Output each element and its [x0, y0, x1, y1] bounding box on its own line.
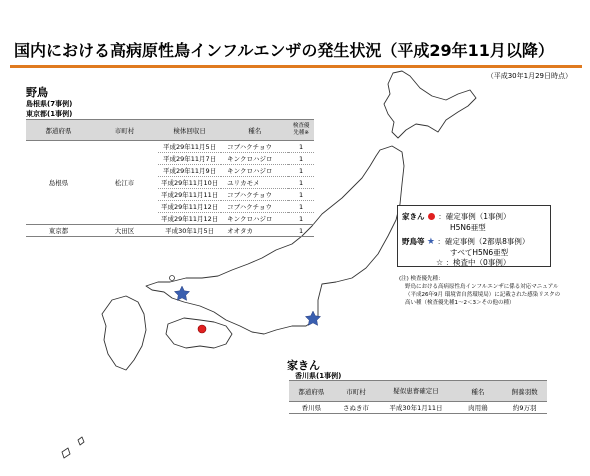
- table-header: 都道府県: [289, 381, 334, 402]
- table-header: 市町村: [91, 120, 158, 141]
- poultry-table: [289, 380, 547, 414]
- wild-birds-sub-tokyo: 東京都(1事例): [26, 110, 73, 118]
- wild-birds-sub-shimane: 島根県(7事例): [26, 100, 73, 108]
- legend-wild-text: ：確定事例（2都県8事例）: [437, 237, 530, 246]
- as-of-date: （平成30年1月29日時点）: [486, 72, 572, 80]
- table-header: 種名: [454, 381, 503, 402]
- poultry-sub-kagawa: 香川県(1事例): [295, 372, 342, 380]
- red-dot-icon: [428, 213, 435, 220]
- table-header: 検体回収日: [158, 120, 221, 141]
- poultry-heading: 家きん: [287, 359, 320, 372]
- table-row: 平成29年11月11日 コブハクチョウ 1: [26, 189, 314, 201]
- table-row: 島根県 松江市 平成29年11月10日 ユリカモメ 1: [26, 177, 314, 189]
- table-row: 平成29年11月12日 コブハクチョウ 1: [26, 201, 314, 213]
- blue-star-icon: ★: [426, 237, 435, 247]
- table-row: 香川県 さぬき市 平成30年1月11日 肉用鶏 約9万羽: [289, 402, 547, 414]
- priority-species-note: (注) 検査優先種： 野鳥における高病原性鳥インフルエンザに係る対応マニュアル （平成26年9月 環境省自然環境局）に記載された感染リスクの 高い種（検査優先種1～2＜3＞その他の種）: [399, 276, 561, 306]
- table-header: 検査優先種※: [288, 120, 314, 141]
- legend-pending-text: ：検査中（0事例）: [445, 258, 511, 267]
- table-header: 飼養羽数: [502, 381, 547, 402]
- legend-poultry-label: 家きん: [402, 212, 425, 221]
- legend-poultry-subtype: H5N6亜型: [450, 223, 486, 232]
- table-row: 平成29年11月5日 コブハクチョウ 1: [26, 141, 314, 153]
- map-legend: [397, 205, 551, 267]
- table-row: 平成29年11月12日 キンクロハジロ 1: [26, 213, 314, 225]
- legend-wild-subtype: すべてH5N6亜型: [450, 248, 509, 257]
- legend-wild-label: 野鳥等: [402, 237, 425, 246]
- table-row: 平成29年11月7日 キンクロハジロ 1: [26, 153, 314, 165]
- table-row: 東京都 大田区 平成30年1月5日 オオタカ 1: [26, 225, 314, 237]
- page-title: 国内における高病原性鳥インフルエンザの発生状況（平成29年11月以降）: [14, 41, 554, 60]
- table-header: 種名: [221, 120, 288, 141]
- table-header: 疑似患畜確定日: [378, 381, 453, 402]
- table-row: 平成29年11月9日 キンクロハジロ 1: [26, 165, 314, 177]
- wild-birds-table: [26, 119, 314, 237]
- table-header: 市町村: [334, 381, 379, 402]
- table-header: 都道府県: [26, 120, 91, 141]
- legend-poultry-text: ：確定事例（1事例）: [438, 212, 511, 221]
- wild-birds-heading: 野鳥: [26, 86, 48, 99]
- red-dot-icon: [198, 325, 206, 333]
- outline-star-icon: ☆: [436, 258, 444, 267]
